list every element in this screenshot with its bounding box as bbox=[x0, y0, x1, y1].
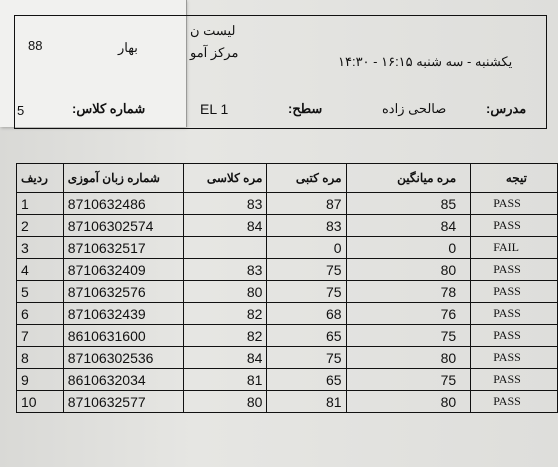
class-score-cell: 80 bbox=[184, 391, 267, 413]
result-cell: PASS bbox=[471, 369, 558, 391]
class-score-cell: 83 bbox=[184, 193, 267, 215]
table-row bbox=[17, 281, 558, 303]
header-number: 88 bbox=[28, 38, 43, 53]
average-score-cell: 80 bbox=[346, 259, 471, 281]
written-score-cell: 75 bbox=[267, 281, 346, 303]
class-score-cell: 84 bbox=[184, 215, 267, 237]
table-row bbox=[17, 369, 558, 391]
col-row-header: ردیف bbox=[17, 164, 64, 193]
row-number-cell: 5 bbox=[17, 281, 64, 303]
row-number-cell: 10 bbox=[17, 391, 64, 413]
class-score-cell: 81 bbox=[184, 369, 267, 391]
class-score-cell: 80 bbox=[184, 281, 267, 303]
class-score-cell bbox=[184, 237, 267, 259]
average-score-cell: 75 bbox=[346, 369, 471, 391]
result-cell: PASS bbox=[471, 303, 558, 325]
written-score-cell: 65 bbox=[267, 325, 346, 347]
average-score-cell: 76 bbox=[346, 303, 471, 325]
average-score-cell: 75 bbox=[346, 325, 471, 347]
average-score-cell: 0 bbox=[346, 237, 471, 259]
written-score-cell: 75 bbox=[267, 347, 346, 369]
result-cell: PASS bbox=[471, 325, 558, 347]
student-id-cell: 8710632577 bbox=[63, 391, 184, 413]
written-score-cell: 75 bbox=[267, 259, 346, 281]
col-class-score-header: مره کلاسی bbox=[184, 164, 267, 193]
teacher-name: صالحی زاده bbox=[382, 101, 447, 116]
table-row bbox=[17, 237, 558, 259]
student-id-cell: 8710632576 bbox=[63, 281, 184, 303]
result-cell: PASS bbox=[471, 215, 558, 237]
header-season: بهار bbox=[118, 40, 138, 55]
table-row bbox=[17, 259, 558, 281]
row-number-cell: 2 bbox=[17, 215, 64, 237]
class-number-label: شماره کلاس: bbox=[72, 101, 146, 116]
row-number-cell: 8 bbox=[17, 347, 64, 369]
result-cell: PASS bbox=[471, 281, 558, 303]
list-title-fragment: لیست ن bbox=[190, 23, 236, 38]
class-score-cell: 84 bbox=[184, 347, 267, 369]
average-score-cell: 78 bbox=[346, 281, 471, 303]
row-number-cell: 4 bbox=[17, 259, 64, 281]
col-result-header: تیجه bbox=[471, 164, 558, 193]
row-number-cell: 1 bbox=[17, 193, 64, 215]
result-cell: PASS bbox=[471, 259, 558, 281]
row-number-cell: 3 bbox=[17, 237, 64, 259]
average-score-cell: 84 bbox=[346, 215, 471, 237]
result-cell: PASS bbox=[471, 391, 558, 413]
col-average-header: مره میانگین bbox=[346, 164, 471, 193]
student-id-cell: 87106302536 bbox=[63, 347, 184, 369]
result-cell: PASS bbox=[471, 193, 558, 215]
result-cell: FAIL bbox=[471, 237, 558, 259]
class-score-cell: 83 bbox=[184, 259, 267, 281]
grades-table bbox=[16, 163, 558, 413]
table-row bbox=[17, 303, 558, 325]
class-number-value: 5 bbox=[17, 103, 25, 118]
level-label: سطح: bbox=[288, 101, 323, 116]
table-row bbox=[17, 347, 558, 369]
student-id-cell: 8710632517 bbox=[63, 237, 184, 259]
student-id-cell: 8610631600 bbox=[63, 325, 184, 347]
written-score-cell: 87 bbox=[267, 193, 346, 215]
average-score-cell: 80 bbox=[346, 391, 471, 413]
row-number-cell: 6 bbox=[17, 303, 64, 325]
center-fragment: مرکز آمو bbox=[190, 45, 239, 60]
average-score-cell: 80 bbox=[346, 347, 471, 369]
level-value: EL 1 bbox=[200, 101, 229, 117]
class-score-cell: 82 bbox=[184, 303, 267, 325]
student-id-cell: 8710632486 bbox=[63, 193, 184, 215]
written-score-cell: 0 bbox=[267, 237, 346, 259]
row-number-cell: 7 bbox=[17, 325, 64, 347]
col-student-id-header: شماره زبان آموزی bbox=[63, 164, 184, 193]
written-score-cell: 81 bbox=[267, 391, 346, 413]
class-score-cell: 82 bbox=[184, 325, 267, 347]
table-row bbox=[17, 215, 558, 237]
teacher-label: مدرس: bbox=[486, 101, 527, 116]
average-score-cell: 85 bbox=[346, 193, 471, 215]
table-row bbox=[17, 391, 558, 413]
class-schedule: یکشنبه - سه شنبه ۱۶:۱۵ - ۱۴:۳۰ bbox=[338, 54, 513, 69]
student-id-cell: 87106302574 bbox=[63, 215, 184, 237]
table-row bbox=[17, 193, 558, 215]
written-score-cell: 83 bbox=[267, 215, 346, 237]
student-id-cell: 8610632034 bbox=[63, 369, 184, 391]
result-cell: PASS bbox=[471, 347, 558, 369]
table-row bbox=[17, 325, 558, 347]
student-id-cell: 8710632439 bbox=[63, 303, 184, 325]
written-score-cell: 68 bbox=[267, 303, 346, 325]
row-number-cell: 9 bbox=[17, 369, 64, 391]
written-score-cell: 65 bbox=[267, 369, 346, 391]
student-id-cell: 8710632409 bbox=[63, 259, 184, 281]
col-written-score-header: مره کتبی bbox=[267, 164, 346, 193]
table-header-row bbox=[17, 164, 558, 193]
